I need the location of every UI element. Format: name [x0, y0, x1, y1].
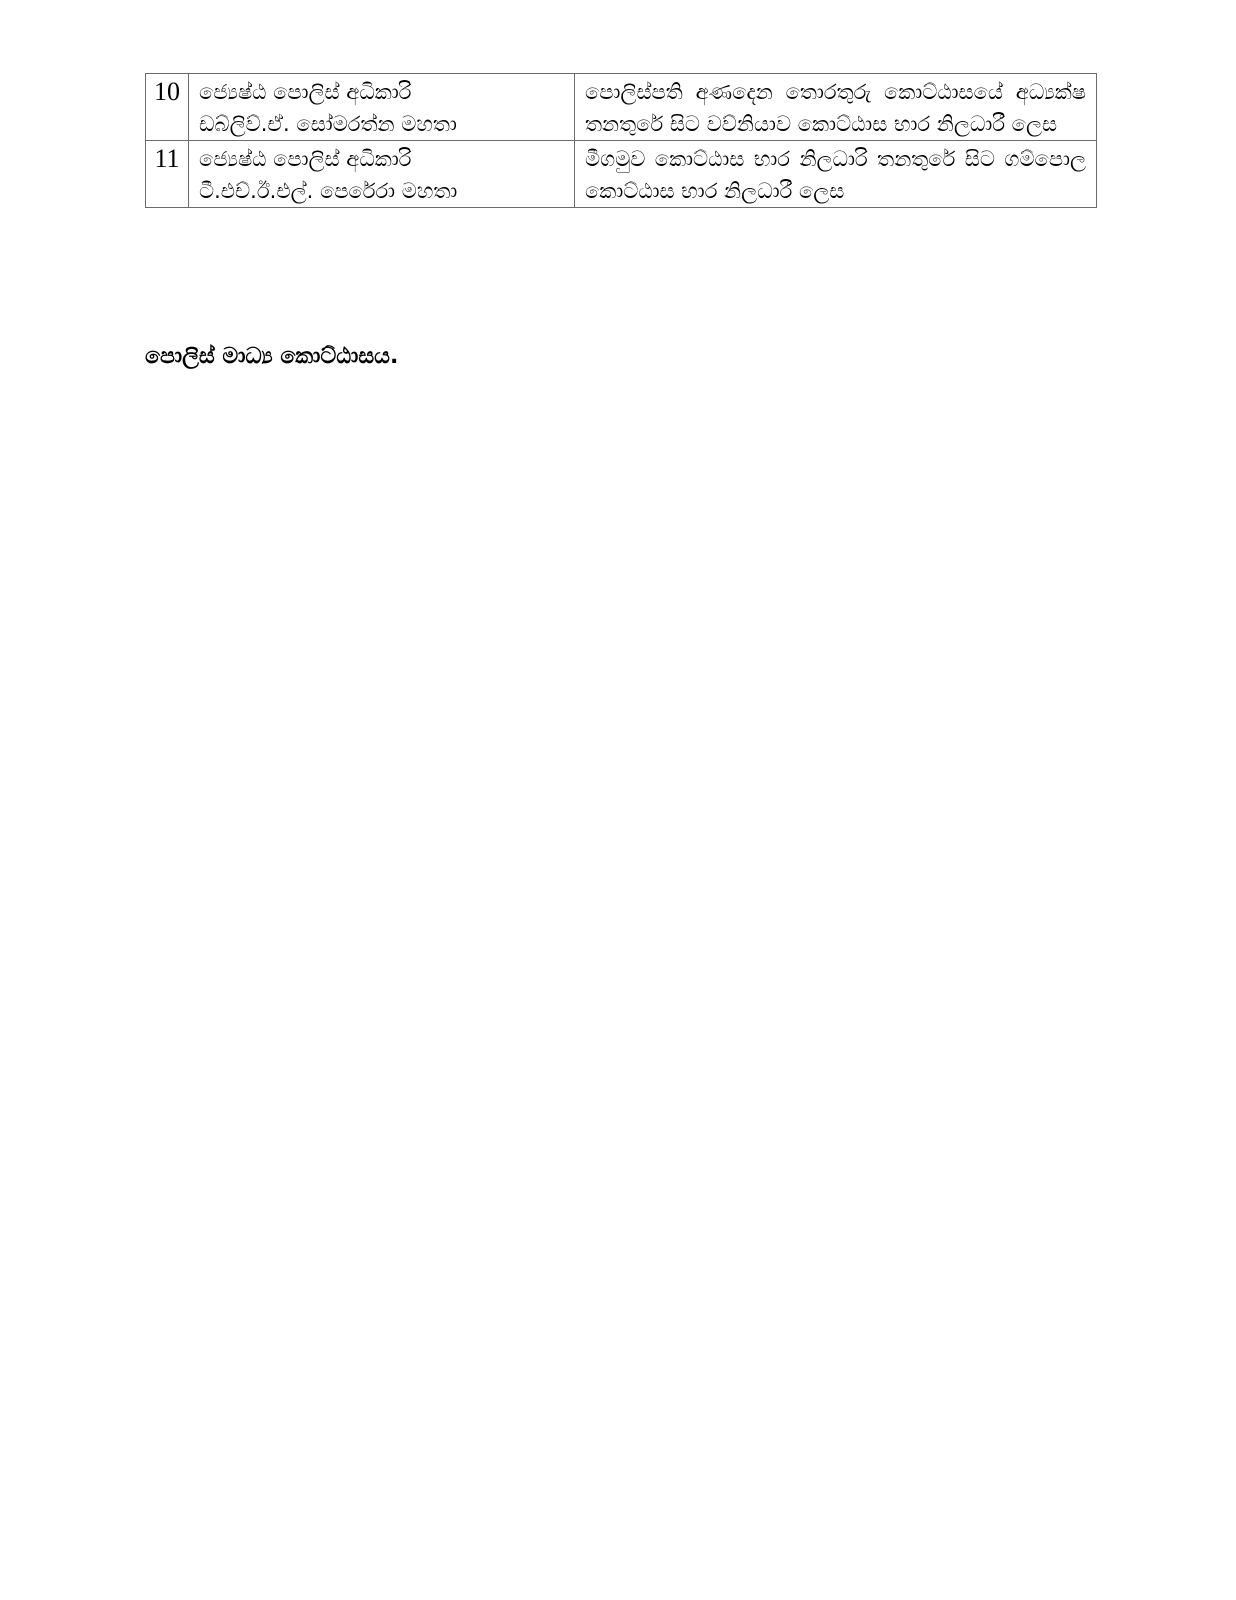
position-cell: පොලිස්පති අණදෙන තොරතුරු කොට්ඨාසයේ අධ්‍යක්ෂ තනතුරේ සිට වව්නියාව කොට්ඨාස භාර නිලධාරී ලෙස: [575, 74, 1097, 141]
row-number: 10: [146, 74, 189, 141]
officer-name: ඩබ්ලිව්.ඒ. සෝමරත්න මහතා: [199, 112, 457, 136]
officer-cell: [189, 141, 575, 208]
table-row: [146, 141, 1097, 208]
officer-name: ටී.එච්.ඊ.එල්. පෙරේරා මහතා: [199, 179, 458, 203]
section-heading: පොලිස් මාධ්‍ය කොට්ඨාසය.: [145, 344, 399, 369]
position-cell: මීගමුව කොට්ඨාස භාර නිලධාරි තනතුරේ සිට ගම්පොල කොට්ඨාස භාර නිලධාරී ලෙස: [575, 141, 1097, 208]
table-row: [146, 74, 1097, 141]
transfer-table: [145, 73, 1097, 208]
officer-rank: ජ්‍යෙෂ්ඨ පොලිස් අධිකාරි: [199, 80, 412, 104]
officer-cell: [189, 74, 575, 141]
row-number: 11: [146, 141, 189, 208]
officer-rank: ජ්‍යෙෂ්ඨ පොලිස් අධිකාරි: [199, 147, 412, 171]
